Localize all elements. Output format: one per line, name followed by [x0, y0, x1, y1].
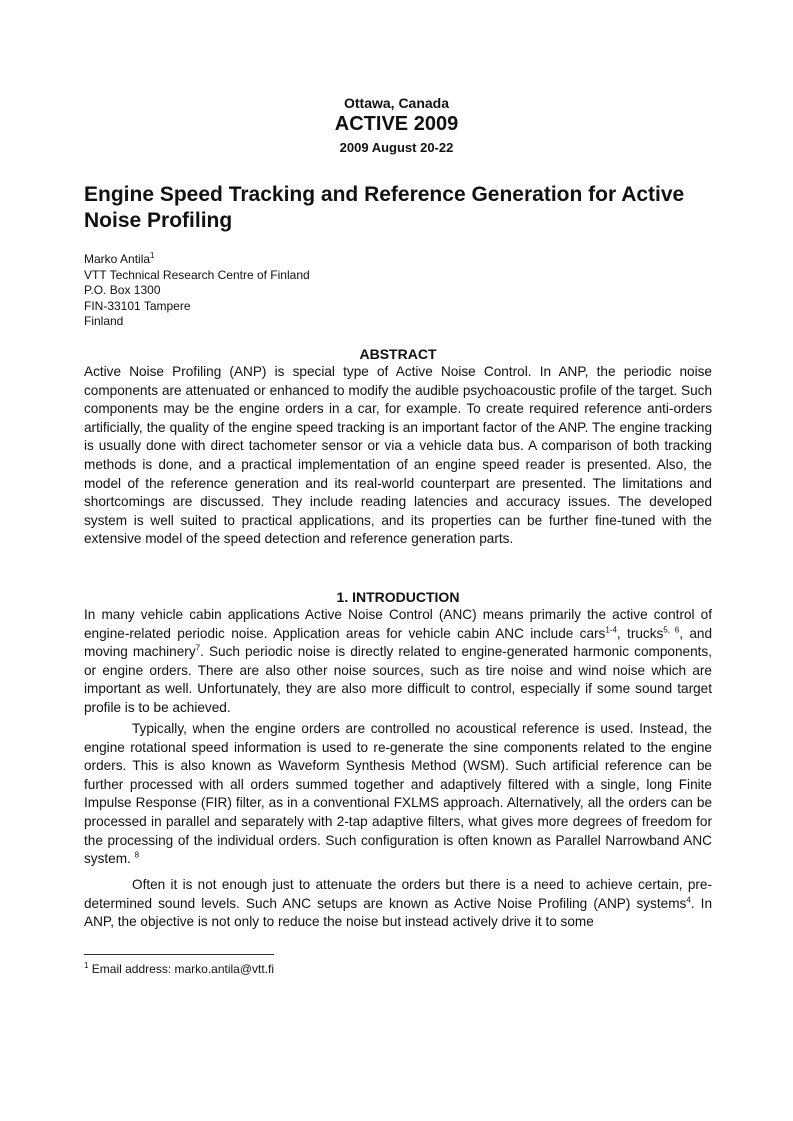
author-address-line: P.O. Box 1300 — [84, 283, 161, 297]
abstract-text: Active Noise Profiling (ANP) is special type of Active Noise Control. In ANP, the periodic noise components are attenuated or enhanced to modify the audible psychoacoustic profile of the target. Such components may be the engine orders in a car, for example. To create required reference anti-orders artificially, the quality of the engine speed tracking is an important factor of the ANP. The engine tracking is usually done with direct tachometer sensor or via a vehicle data bus. A comparison of both tracking methods is done, and a practical implementation of an engine speed reader is presented. Also, the model of the reference generation and its real-world counterpart are presented. The limitations and shortcomings are discussed. They include reading latencies and accuracy issues. The developed system is well suited to practical applications, and its properties can be further fine-tuned with the extensive model of the speed detection and reference generation parts. — [84, 364, 712, 547]
introduction-paragraph-3 — [84, 876, 712, 932]
introduction-heading: 1. INTRODUCTION — [336, 589, 460, 605]
citation-ref: 5, 6 — [663, 625, 680, 635]
text-run: In many vehicle cabin applications Active Noise Control (ANC) means primarily the active control of engine-related periodic noise. Application areas for vehicle cabin ANC include cars — [84, 607, 712, 641]
citation-ref: 4 — [686, 895, 691, 905]
introduction-paragraph-1 — [84, 606, 712, 718]
conference-name: ACTIVE 2009 — [334, 113, 459, 135]
text-run: . In ANP, the objective is not only to reduce the noise but instead actively drive it to some — [84, 895, 713, 930]
text-run: Typically, when the engine orders are controlled no acoustical reference is used. Instead, the engine rotational speed information is used to re-generate the sine components related to the engine orders. This is also known as Waveform Synthesis Method (WSM). Such artificial reference can be further processed with all orders summed together and adaptively filtered with a single, long Finite Impulse Response (FIR) filter, as in a conventional FXLMS approach. Alternatively, all the orders can be processed in parallel and separately with 2-tap adaptive filters, what gives more degrees of freedom for the processing of the individual orders. Such configuration is often known as Parallel Narrowband ANC system. — [84, 721, 712, 867]
conference-city: Ottawa, Canada — [343, 95, 450, 111]
paper-title: Engine Speed Tracking and Reference Generation for Active Noise Profiling — [84, 183, 685, 232]
citation-ref: 7 — [195, 643, 201, 653]
footnote-text: Email address: marko.antila@vtt.fi — [88, 962, 275, 976]
citation-ref: 8 — [134, 850, 140, 860]
author-address-line: VTT Technical Research Centre of Finland — [84, 267, 310, 282]
author-address-line: FIN-33101 Tampere — [84, 298, 191, 313]
introduction-paragraph-2 — [84, 720, 712, 869]
footnote — [84, 962, 274, 976]
author-address-line: Finland — [84, 314, 124, 328]
abstract-heading: ABSTRACT — [359, 346, 437, 362]
text-run: , trucks — [616, 625, 664, 641]
text-run: . Such periodic noise is directly related to engine-generated harmonic components, or engine orders. There are also other noise sources, such as tire noise and wind noise which are important as well. Unfortunately, they are also more difficult to control, especially if some sound target profile is to be achieved. — [84, 644, 712, 715]
author-name: Marko Antila — [84, 252, 151, 266]
footnote-mark: 1 — [84, 961, 89, 970]
citation-ref: 1-4 — [605, 625, 617, 635]
text-run: , and moving machinery — [84, 625, 713, 660]
author-affiliation-mark: 1 — [150, 251, 155, 260]
author-name-line — [84, 252, 310, 268]
footnote-divider — [84, 954, 274, 955]
text-run: Often it is not enough just to attenuate the orders but there is a need to achieve certain, pre-determined sound levels. Such ANC setups are known as Active Noise Profiling (ANP) systems — [84, 877, 712, 911]
author-block — [84, 252, 310, 330]
conference-date: 2009 August 20-22 — [339, 140, 454, 155]
